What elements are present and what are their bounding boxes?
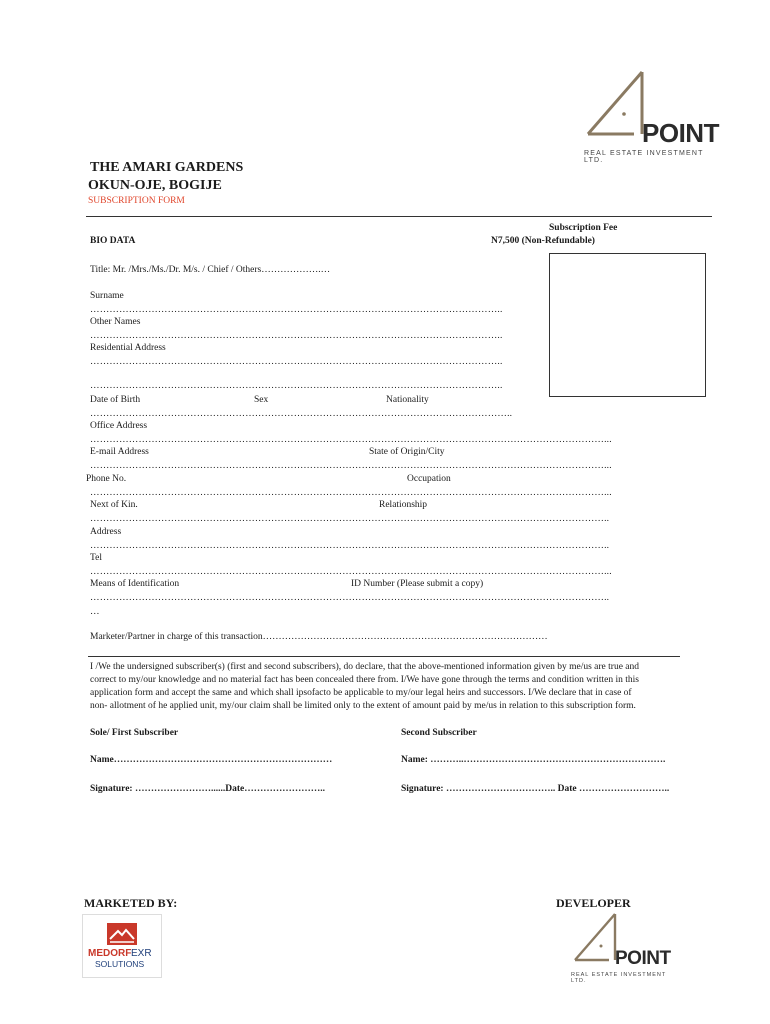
other-names-label: Other Names [90, 317, 141, 327]
declaration-rule [88, 656, 680, 657]
developer-label: DEVELOPER [556, 896, 631, 910]
dob-field[interactable]: ………………………………………………………………………………………………………………….. [90, 409, 513, 419]
marketer-field[interactable]: Marketer/Partner in charge of this transaction……………………………………………………………………………… [90, 632, 548, 642]
sex-label: Sex [254, 395, 269, 405]
address-label: Address [90, 527, 122, 537]
other-names-field[interactable]: ……………………………………………………………………………………………………………….. [90, 331, 503, 341]
state-label: State of Origin/City [369, 447, 445, 457]
page-subtitle: OKUN-OJE, BOGIJE [88, 178, 222, 193]
office-address-field[interactable]: ……………………………………………………………………………………………………………………………………………... [90, 435, 612, 445]
declaration-line-3: application form and accept the same and which shall ipsofacto be applicable to my/our legal heirs and successors. I/We declare that in case of [90, 688, 632, 698]
nationality-label: Nationality [386, 395, 429, 405]
first-subscriber-heading: Sole/ First Subscriber [90, 728, 179, 738]
means-id-field-tail[interactable]: … [90, 607, 100, 617]
point-logo-bottom-tagline: REAL ESTATE INVESTMENT LTD. [571, 972, 667, 984]
occupation-label: Occupation [407, 474, 451, 484]
means-id-label: Means of Identification [90, 579, 180, 589]
form-label: SUBSCRIPTION FORM [88, 196, 185, 206]
passport-photo-box[interactable] [549, 253, 706, 397]
phone-field[interactable]: ……………………………………………………………………………………………………………………………………………... [90, 488, 612, 498]
relationship-label: Relationship [379, 500, 428, 510]
surname-label: Surname [90, 291, 124, 301]
point-logo-tagline: REAL ESTATE INVESTMENT LTD. [584, 150, 704, 164]
next-of-kin-label: Next of Kin. [90, 500, 138, 510]
email-label: E-mail Address [90, 447, 149, 457]
medorf-name-a: MEDORF [88, 948, 132, 959]
next-of-kin-field[interactable]: …………………………………………………………………………………………………………………………………………….. [90, 514, 610, 524]
phone-label: Phone No. [86, 474, 127, 484]
first-subscriber-name-field[interactable]: Name…………………………………………………………… [90, 755, 333, 765]
point-logo-bottom [571, 912, 671, 982]
marketed-by-label: MARKETED BY: [84, 896, 178, 910]
tel-label: Tel [90, 553, 102, 563]
office-address-label: Office Address [90, 421, 148, 431]
point-logo-top [584, 70, 719, 162]
second-subscriber-name-field[interactable]: Name: ………..………………………………………………………. [401, 755, 666, 765]
surname-field[interactable]: ……………………………………………………………………………………………………………….. [90, 305, 503, 315]
title-field[interactable]: Title: Mr. /Mrs./Ms./Dr. M/s. / Chief / Others……………….… [90, 265, 331, 275]
fee-label: Subscription Fee [549, 223, 618, 233]
medorf-name-b: EXR [131, 948, 152, 959]
dob-label: Date of Birth [90, 395, 141, 405]
medorf-mountain-icon [107, 923, 137, 945]
declaration-line-2: correct to my/our knowledge and no material fact has been concealed there from. I/We have gone through the terms and condition written in this [90, 675, 639, 685]
point-logo-brand: POINT [642, 118, 719, 148]
means-id-field[interactable]: …………………………………………………………………………………………………………………………………………….. [90, 593, 610, 603]
bio-heading: BIO DATA [90, 236, 136, 246]
header-rule [86, 216, 712, 217]
id-number-label: ID Number (Please submit a copy) [351, 579, 484, 589]
medorf-sub: SOLUTIONS [95, 959, 145, 969]
fee-value: N7,500 (Non-Refundable) [491, 236, 595, 246]
second-subscriber-heading: Second Subscriber [401, 728, 477, 738]
email-field[interactable]: ……………………………………………………………………………………………………………………………………………... [90, 461, 612, 471]
point-logo-bottom-brand: POINT [615, 948, 671, 969]
declaration-line-1: I /We the undersigned subscriber(s) (first and second subscribers), do declare, that the above-mentioned information given by me/us are true and [90, 662, 640, 672]
first-subscriber-signature-field[interactable]: Signature: ……………………......Date…………………….. [90, 784, 325, 794]
tel-field[interactable]: ……………………………………………………………………………………………………………………………………………... [90, 567, 612, 577]
medorf-logo [82, 914, 162, 978]
residential-address-label: Residential Address [90, 343, 166, 353]
address-field[interactable]: …………………………………………………………………………………………………………………………………………….. [90, 541, 610, 551]
declaration-line-4: non- allotment of he applied unit, my/our claim shall be limited only to the extent of amount paid by me/us in relation to this subscription form. [90, 701, 636, 711]
residential-address-field-2[interactable]: ……………………………………………………………………………………………………………….. [90, 381, 503, 391]
page-title: THE AMARI GARDENS [90, 160, 244, 175]
second-subscriber-signature-field[interactable]: Signature: …………………………….. Date ……………………….. [401, 784, 670, 794]
residential-address-field-1[interactable]: ……………………………………………………………………………………………………………….. [90, 357, 503, 367]
